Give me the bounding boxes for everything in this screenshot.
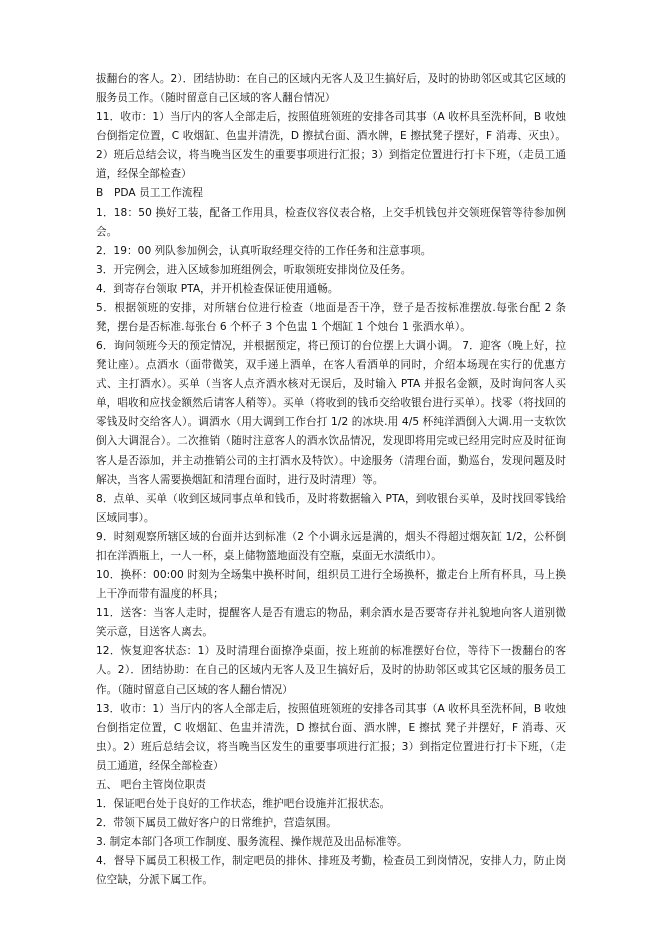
- paragraph-step-10: 10．换杯：00:00 时刻为全场集中换杯时间，组织员工进行全场换杯，撤走台上所有杯具，马上换上干净而带有温度的杯具；: [96, 569, 566, 601]
- section-heading-pda-workflow: B PDA 员工工作流程: [96, 187, 203, 200]
- paragraph-step-9: 9．时刻观察所辖区域的台面并达到标准（2 个小调永远是满的，烟头不得超过烟灰缸 1/2，公杯倒扣在洋酒瓶上，一人一杯，桌上储物篮地面没有空瓶，桌面无水渍纸巾）。: [96, 530, 566, 562]
- document-page: [96, 70, 566, 890]
- paragraph-step-5: 5．根据领班的安排，对所辖台位进行检查（地面是否干净，登子是否按标准摆放.每张台配 2 条凳，摆台是否标准.每张台 6 个杯子 3 个色盅 1 个烟缸 1 个烛台 1 张酒水单）。: [96, 301, 566, 334]
- paragraph-step-3: 3．开完例会，进入区域参加班组例会，听取领班安排岗位及任务。: [96, 263, 412, 276]
- paragraph-step-4: 4．到寄存台领取 PTA，并开机检查保证使用通畅。: [96, 282, 339, 295]
- paragraph-duty-4: 4．督导下属员工积极工作，制定吧员的排休、排班及考勤，检查员工到岗情况，安排人力，防止岗位空缺，分派下属工作。: [96, 855, 566, 887]
- paragraph-step-1: 1．18：50 换好工装，配备工作用具，检查仪容仪表合格，上交手机钱包并交领班保管等待参加例会。: [96, 206, 566, 238]
- paragraph-continuation-flip-table: 拔翻台的客人。2）．团结协助：在自己的区域内无客人及卫生搞好后，及时的协助邻区或其它区域的服务员工作。（随时留意自己区域的客人翻台情况）: [96, 73, 566, 105]
- paragraph-step-2: 2．19：00 列队参加例会，认真听取经理交待的工作任务和注意事项。: [96, 244, 432, 257]
- paragraph-duty-1: 1．保证吧台处于良好的工作状态，维护吧台设施并汇报状态。: [96, 797, 391, 810]
- paragraph-duty-3: 3. 制定本部门各项工作制度、服务流程、操作规范及出品标准等。: [96, 836, 408, 849]
- section-heading-bar-supervisor: 五、 吧台主管岗位职责: [96, 778, 206, 791]
- paragraph-step-6-7: 6．询问领班今天的预定情况，并根据预定，将已预订的台位摆上大调小调。 7．迎客（晚上好，拉凳让座）。点酒水（面带微笑，双手递上酒单，在客人看酒单的同时，介绍本场现在实行的优惠方式、主打酒水）。买单（当客人点齐酒水核对无误后，及时输入 PTA 并报名金额，及时询问客人买单，唱收和应找金额然后请客人稍等）。买单（将收到的钱币交给收银台进行买单）。找零（将找回的零钱及时交给客人）。调酒水（用大调到工作台打 1/2 的冰块.用 4/5 杯纯洋酒倒入大调.用一支软饮倒入大调混合）。二次推销（随时注意客人的酒水饮品情况，发现即将用完或已经用完时应及时征询客人是否添加，并主动推销公司的主打酒水及特饮）。中途服务（清理台面，勤巡台，发现问题及时解决，当客人需要换烟缸和清理台面时，进行及时清理）等。: [96, 340, 566, 486]
- paragraph-step-8: 8．点单、买单（收到区域同事点单和钱币，及时将数据输入 PTA，到收银台买单，及时找回零钱给区域同事）。: [96, 492, 566, 524]
- paragraph-step-12: 12．恢复迎客状态：1）及时清理台面撩净桌面，按上班前的标准摆好台位，等待下一拨翻台的客人。2）．团结协助：在自己的区域内无客人及卫生搞好后，及时的协助邻区或其它区域的服务员工作。（随时留意自己区域的客人翻台情况）: [96, 645, 566, 696]
- paragraph-duty-2: 2．带领下属员工做好客户的日常维护，营造氛围。: [96, 817, 337, 830]
- paragraph-step-13: 13．收市：1）当厅内的客人全部走后，按照值班领班的安排各司其事（A 收杯具至洗杯间，B 收烛台倒指定位置，C 收烟缸、色盅并清洗，D 擦拭台面、酒水牌，E 擦拭 凳子并摆好，F 消毒、灭虫）。2）班后总结会议，将当晚当区发生的重要事项进行汇报；3）到指定位置进行打卡下班，（走员工通道，经保全部检查）: [96, 702, 566, 772]
- paragraph-closing-duties-11: 11．收市：1）当厅内的客人全部走后，按照值班领班的安排各司其事（A 收杯具至洗杯间，B 收烛台倒指定位置，C 收烟缸、色盅并清洗，D 擦拭台面、酒水牌，E 擦拭凳子摆好，F 消毒、灭虫）。2）班后总结会议，将当晚当区发生的重要事项进行汇报；3）到指定位置进行打卡下班，（走员工通道，经保全部检查）: [96, 111, 566, 181]
- paragraph-step-11: 11．送客：当客人走时，提醒客人是否有遗忘的物品，剩余酒水是否要寄存并礼貌地向客人道别微笑示意，目送客人离去。: [96, 607, 566, 639]
